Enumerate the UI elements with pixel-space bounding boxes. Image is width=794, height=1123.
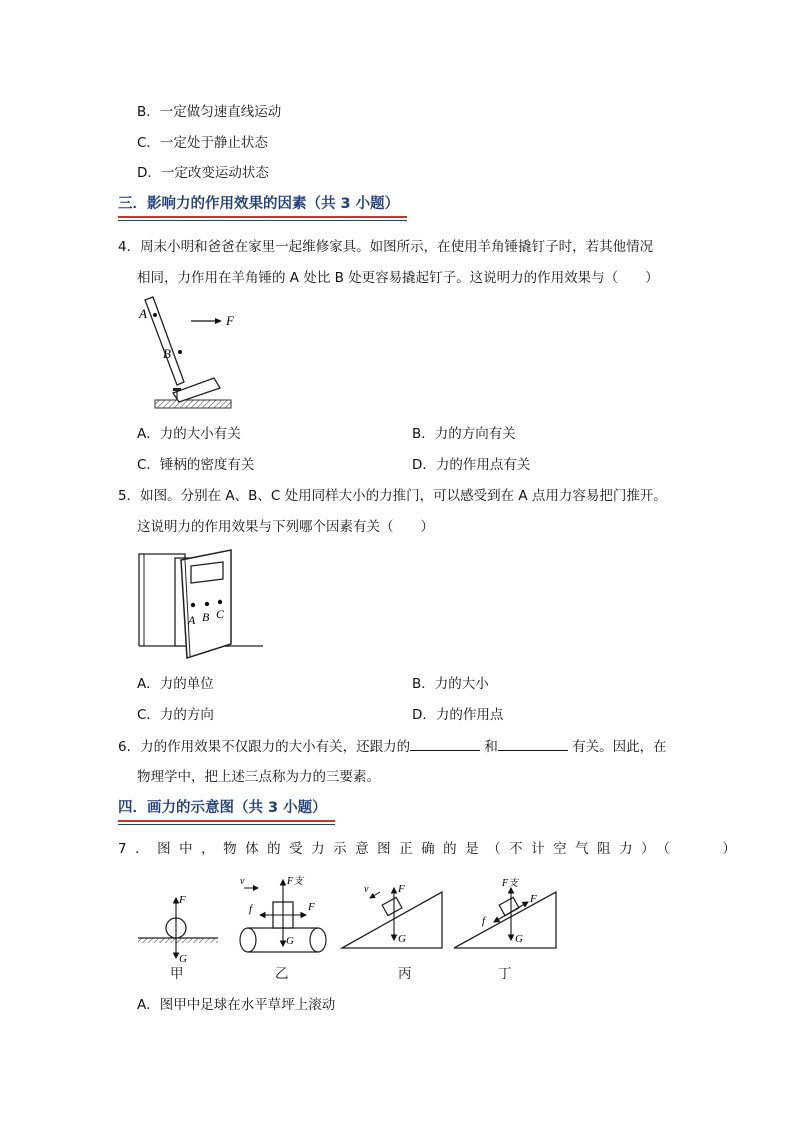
section-3-heading (118, 194, 399, 214)
q5-option-b: B．力的大小 (412, 676, 489, 692)
svg-text:F: F (179, 894, 186, 906)
diagram-ding (454, 877, 556, 948)
svg-text:f: f (249, 903, 253, 915)
q5-option-d: D．力的作用点 (412, 707, 504, 723)
door-window (191, 562, 223, 583)
point-c-dot (218, 600, 222, 604)
q5-stem-line2: 这说明力的作用效果与下列哪个因素有关（ ） (137, 519, 434, 535)
svg-text:F支: F支 (287, 876, 304, 887)
q3-option-b: B．一定做匀速直线运动 (137, 104, 282, 120)
q3-option-d: D．一定改变运动状态 (137, 165, 269, 181)
point-a-dot (153, 313, 157, 317)
q6-text-c: 有关。因此，在 (567, 739, 667, 755)
caption-yi: 乙 (275, 966, 289, 982)
svg-text:F: F (530, 893, 537, 905)
q4-stem-line2: 相同，力作用在羊角锤的 A 处比 B 处更容易撬起钉子。这说明力的作用效果与（ ） (137, 270, 659, 286)
q4-option-d: D．力的作用点有关 (412, 457, 531, 473)
label-b: B (202, 610, 210, 624)
heading-underline-blue (118, 824, 335, 825)
q7-option-a: A．图甲中足球在水平草坪上滚动 (137, 997, 336, 1013)
q6-text-b: 和 (480, 739, 498, 755)
svg-text:F: F (308, 901, 315, 913)
label-a: A (188, 613, 196, 627)
diagram-bing (342, 883, 442, 948)
heading-underline-red (118, 820, 335, 822)
svg-text:F: F (398, 883, 405, 895)
caption-ding: 丁 (498, 966, 512, 982)
q6-stem-line1 (118, 737, 667, 756)
svg-text:G: G (515, 933, 523, 945)
label-c: C (216, 607, 225, 621)
q4-option-b: B．力的方向有关 (412, 426, 516, 442)
caption-jia: 甲 (170, 966, 184, 982)
svg-text:F支: F支 (502, 878, 519, 889)
ground-block (155, 400, 231, 408)
section-4-heading (118, 798, 327, 818)
label-a: A (139, 306, 147, 321)
svg-text:G: G (286, 935, 294, 947)
heading-underline-blue (118, 220, 407, 221)
q7-force-diagrams (136, 870, 566, 965)
q4-option-a: A．力的大小有关 (137, 426, 241, 442)
q5-stem-line1: 5．如图。分别在 A、B、C 处用同样大小的力推门，可以感受到在 A 点用力容易把门推开。 (118, 488, 667, 504)
label-f: F (226, 313, 234, 328)
label-b: B (163, 346, 171, 361)
q4-hammer-figure (135, 294, 245, 414)
q4-option-c: C．锤柄的密度有关 (137, 457, 255, 473)
point-a-dot (191, 603, 195, 607)
svg-text:f: f (482, 915, 486, 927)
point-b-dot (205, 602, 209, 606)
caption-bing: 丙 (398, 966, 412, 982)
answer-blank-1[interactable] (410, 737, 480, 751)
answer-blank-2[interactable] (498, 737, 568, 751)
q5-door-figure (137, 548, 265, 663)
q4-stem-line1: 4．周末小明和爸爸在家里一起维修家具。如图所示，在使用羊角锤撬钉子时，若其他情况 (118, 239, 654, 255)
section-3-title: 三．影响力的作用效果的因素（共 3 小题） (118, 196, 400, 212)
point-b-dot (178, 350, 182, 354)
hammer-handle (145, 297, 184, 385)
svg-text:G: G (179, 953, 187, 965)
svg-text:v: v (364, 884, 369, 895)
nail (173, 388, 181, 391)
svg-text:G: G (398, 933, 406, 945)
heading-underline-red (118, 216, 407, 218)
q7-stem: 7．图中，物体的受力示意图正确的是（不计空气阻力）（ ） (118, 841, 745, 857)
q5-option-c: C．力的方向 (137, 707, 214, 723)
q3-option-c: C．一定处于静止状态 (137, 135, 268, 151)
q6-text-a: 6．力的作用效果不仅跟力的大小有关，还跟力的 (118, 739, 411, 755)
q5-option-a: A．力的单位 (137, 676, 214, 692)
diagram-yi (240, 875, 326, 952)
diagram-jia (138, 894, 218, 965)
svg-text:v: v (240, 876, 245, 887)
q6-stem-line2: 物理学中，把上述三点称为力的三要素。 (137, 769, 380, 785)
section-4-title: 四．画力的示意图（共 3 小题） (118, 800, 327, 816)
